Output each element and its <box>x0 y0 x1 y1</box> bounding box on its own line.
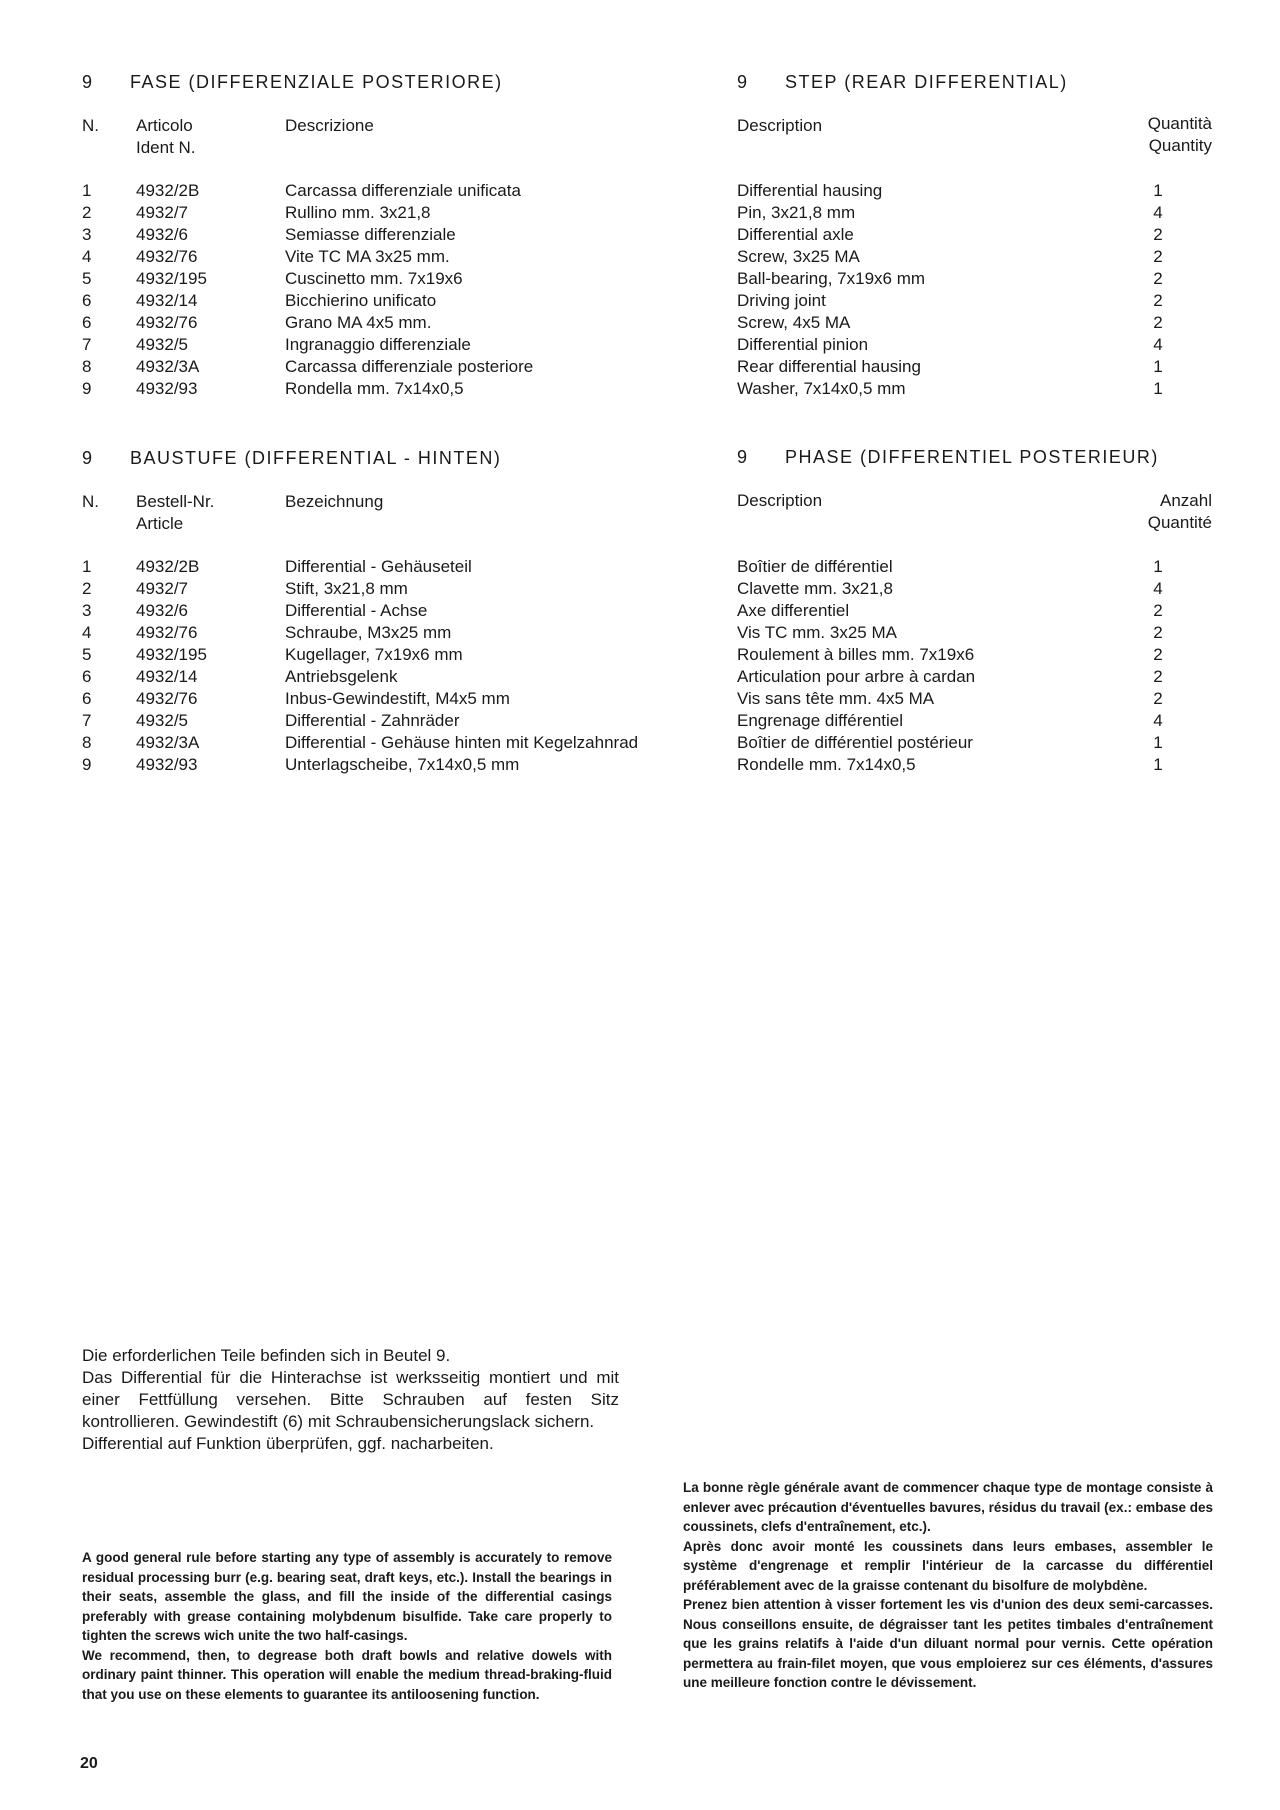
section-number: 9 <box>737 72 749 92</box>
table-row: 4 4932/76 Schraube, M3x25 mm Vis TC mm. 3x25 MA 2 <box>82 623 1163 642</box>
parts-table-it-en <box>82 180 1222 400</box>
section-number: 9 <box>82 72 94 92</box>
col-header-article: Articolo Ident N. <box>136 116 196 157</box>
paragraph: We recommend, then, to degrease both draft bowls and relative dowels with ordinary paint thinner. This operation will enable the medium thread-braking-fluid that you use on these elements to guarantee its antiloosening function. <box>82 1647 612 1702</box>
col-header-n: N. <box>82 492 99 511</box>
table-row: 1 4932/2B Carcassa differenziale unificata Differential hausing 1 <box>82 181 1163 200</box>
col-header-quantity: Quantità Quantity <box>1147 114 1212 155</box>
table-row: 3 4932/6 Semiasse differenziale Differential axle 2 <box>82 225 1163 244</box>
table-row: 1 4932/2B Differential - Gehäuseteil Boîtier de différentiel 1 <box>82 557 1163 576</box>
section-title-de <box>82 448 501 469</box>
col-header-n: N. <box>82 116 99 135</box>
section-title-en <box>737 72 1068 93</box>
table-row: 5 4932/195 Cuscinetto mm. 7x19x6 Ball-bearing, 7x19x6 mm 2 <box>82 269 1163 288</box>
col-header-article: Bestell-Nr. Article <box>136 492 215 533</box>
table-row: 6 4932/14 Bicchierino unificato Driving joint 2 <box>82 291 1163 310</box>
table-row: 7 4932/5 Differential - Zahnräder Engrenage différentiel 4 <box>82 711 1163 730</box>
table-row: 6 4932/14 Antriebsgelenk Articulation pour arbre à cardan 2 <box>82 667 1163 686</box>
parts-table-de-fr <box>82 556 1222 776</box>
col-header-quantity: Anzahl Quantité <box>1147 491 1212 532</box>
table-row: 7 4932/5 Ingranaggio differenziale Differential pinion 4 <box>82 335 1163 354</box>
section-title-text: STEP (REAR DIFFERENTIAL) <box>785 72 1068 92</box>
table-row: 3 4932/6 Differential - Achse Axe differentiel 2 <box>82 601 1163 620</box>
section-title-text: FASE (DIFFERENZIALE POSTERIORE) <box>130 72 503 92</box>
table-row: 9 4932/93 Unterlagscheibe, 7x14x0,5 mm Rondelle mm. 7x14x0,5 1 <box>82 755 1163 774</box>
col-header-description-en: Description <box>737 116 823 135</box>
table-row: 6 4932/76 Inbus-Gewindestift, M4x5 mm Vis sans tête mm. 4x5 MA 2 <box>82 689 1163 708</box>
paragraph: Differential auf Funktion überprüfen, ggf. nacharbeiten. <box>82 1434 494 1453</box>
paragraph: Die erforderlichen Teile befinden sich in Beutel 9. <box>82 1346 451 1365</box>
paragraph: Das Differential für die Hinterachse ist werksseitig montiert und mit einer Fettfüllung versehen. Bitte Schrauben auf festen Sitz kontrollieren. Gewindestift (6) mit Schraubensicherungslack sichern. <box>82 1368 619 1431</box>
instructions-en <box>82 1548 612 1704</box>
section-title-fr <box>737 447 1159 468</box>
paragraph: Après donc avoir monté les coussinets dans leurs embases, assembler le système d'engrenage et remplir l'intérieur de la carcasse du différentiel préférablement avec de la graisse contenant du bisolfure de molybdène. <box>683 1538 1213 1593</box>
section-title-text: BAUSTUFE (DIFFERENTIAL - HINTEN) <box>130 448 502 468</box>
paragraph: Prenez bien attention à visser fortement les vis d'union des deux semi-carcasses. Nous conseillons ensuite, de dégraisser tant les petites timbales d'entraînement que les grains relatifs à l'aide d'un diluant normal pour vernis. Cette opération permettera au frain-filet moyen, que vous emploierez sur ces éléments, d'assures une meilleure fonction contre le dévissement. <box>683 1597 1213 1690</box>
page-number: 20 <box>80 1755 98 1772</box>
table-row: 8 4932/3A Carcassa differenziale posteriore Rear differential hausing 1 <box>82 357 1163 376</box>
table-row: 5 4932/195 Kugellager, 7x19x6 mm Roulement à billes mm. 7x19x6 2 <box>82 645 1163 664</box>
instructions-de <box>82 1345 619 1455</box>
table-row: 2 4932/7 Stift, 3x21,8 mm Clavette mm. 3x21,8 4 <box>82 579 1163 598</box>
paragraph: La bonne règle générale avant de commencer chaque type de montage consiste à enlever avec précaution d'éventuelles bavures, résidus du travail (ex.: embase des coussinets, clefs d'entraînement, etc.). <box>683 1480 1213 1534</box>
table-row: 9 4932/93 Rondella mm. 7x14x0,5 Washer, 7x14x0,5 mm 1 <box>82 379 1163 398</box>
col-header-description: Descrizione <box>285 116 374 135</box>
paragraph: A good general rule before starting any type of assembly is accurately to remove residual processing burr (e.g. bearing seat, draft keys, etc.). Install the bearings in their seats, assemble the glass, and fill the inside of the differential casings preferably with grease containing molybdenum bisulfide. Take care properly to tighten the screws wich unite the two half-casings. <box>82 1550 612 1643</box>
table-row: 4 4932/76 Vite TC MA 3x25 mm. Screw, 3x25 MA 2 <box>82 247 1163 266</box>
col-header-description-fr: Description <box>737 491 823 510</box>
section-title-text: PHASE (DIFFERENTIEL POSTERIEUR) <box>785 447 1159 467</box>
section-number: 9 <box>82 448 94 468</box>
table-row: 8 4932/3A Differential - Gehäuse hinten mit Kegelzahnrad Boîtier de différentiel postérieur 1 <box>82 733 1163 752</box>
col-header-description: Bezeichnung <box>285 492 384 511</box>
table-row: 6 4932/76 Grano MA 4x5 mm. Screw, 4x5 MA 2 <box>82 313 1163 332</box>
section-number: 9 <box>737 447 749 467</box>
instructions-fr <box>683 1478 1213 1693</box>
section-title-it <box>82 72 503 93</box>
table-row: 2 4932/7 Rullino mm. 3x21,8 Pin, 3x21,8 mm 4 <box>82 203 1163 222</box>
